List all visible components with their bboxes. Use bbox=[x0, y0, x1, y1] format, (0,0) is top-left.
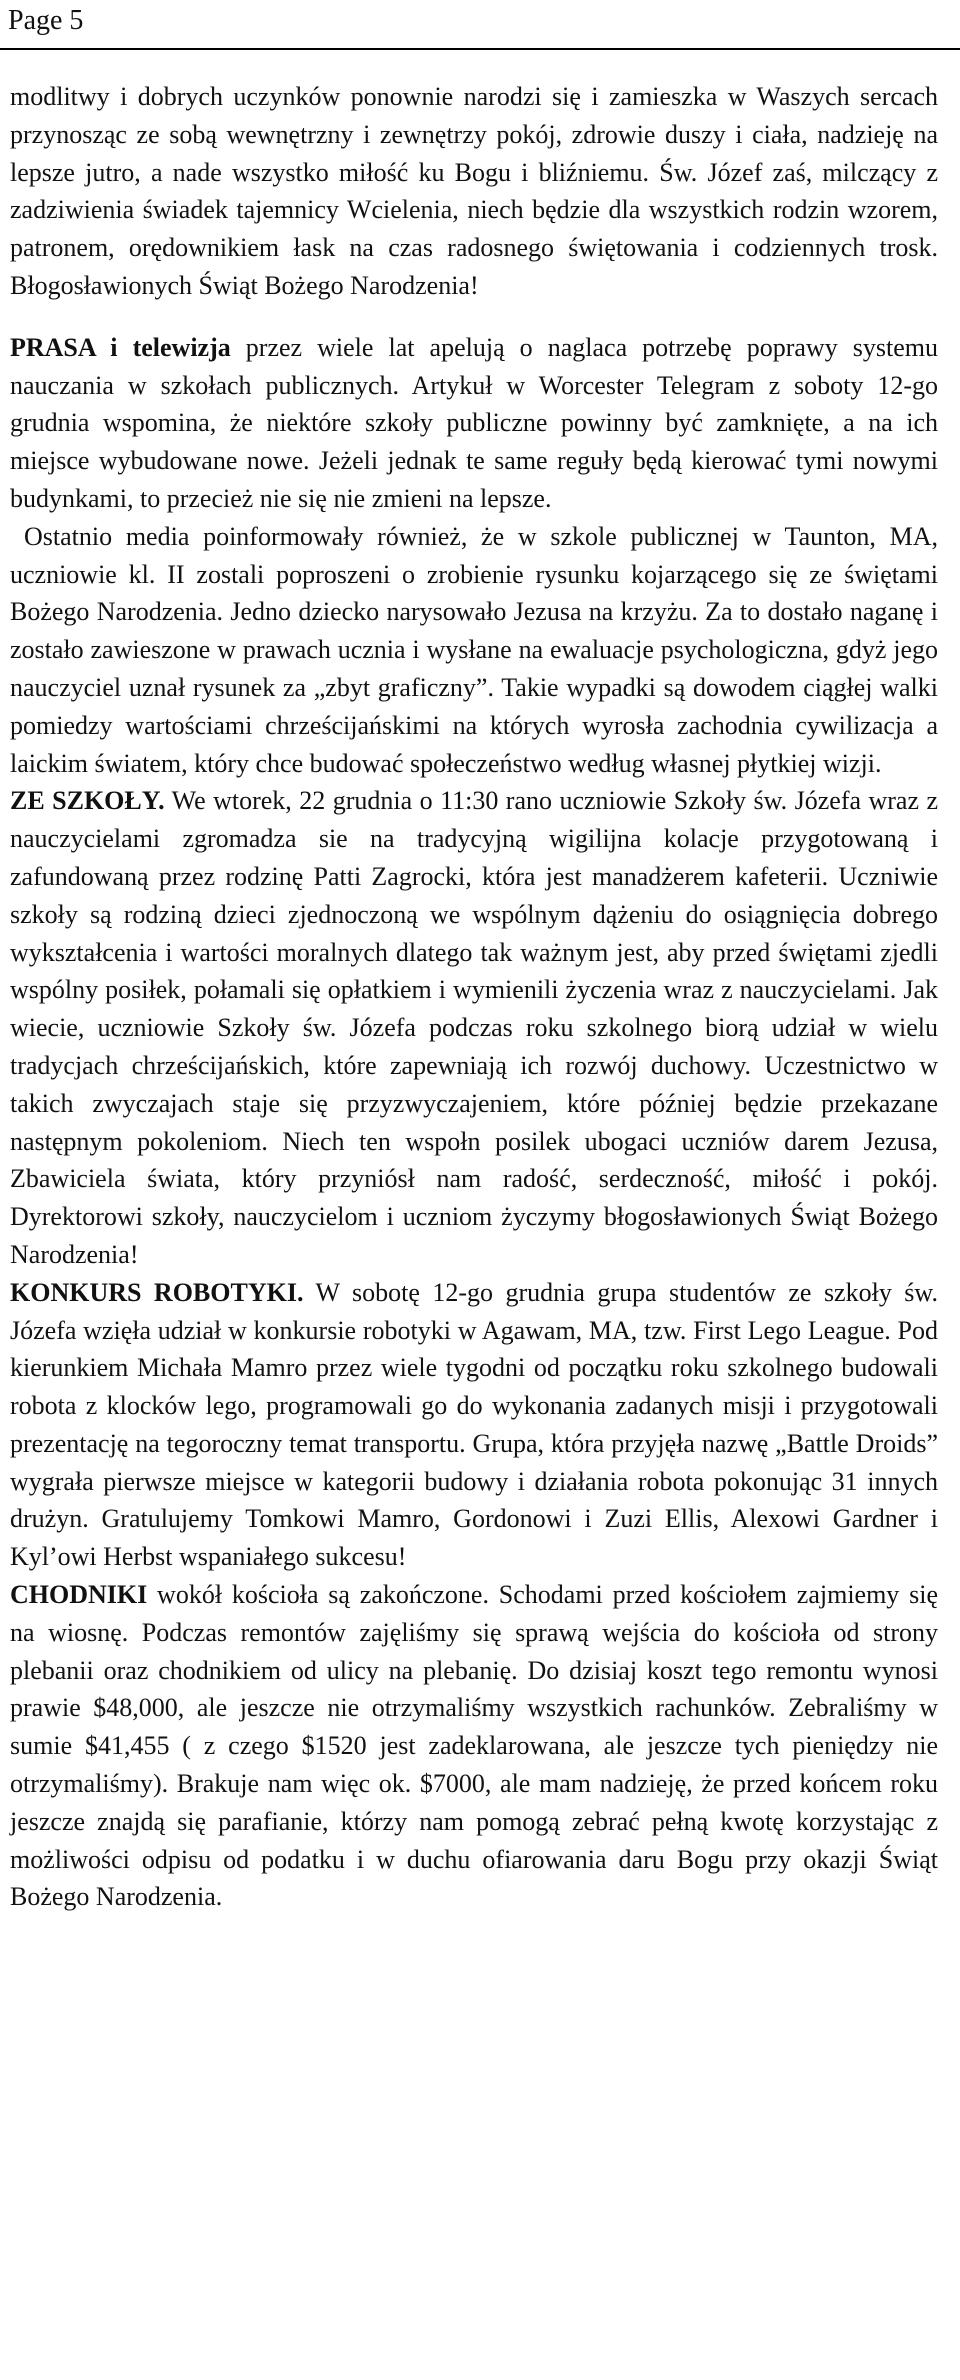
paragraph-konkurs-robotyki bbox=[10, 1274, 938, 1576]
paragraph-lead: CHODNIKI bbox=[10, 1580, 148, 1610]
page-header bbox=[0, 0, 960, 50]
paragraph-lead: ZE SZKOŁY. bbox=[10, 786, 165, 816]
paragraph-text: modlitwy i dobrych uczynków ponownie narodzi się i zamieszka w Waszych sercach przynosząc ze sobą wewnętrzny i zewnętrzy pokój, zdrowie duszy i ciała, nadzieję na lepsze jutro, a nade wszystko miłość ku Bogu i bliźniemu. Św. Józef zaś, milczący z zadziwienia świadek tajemnicy Wcielenia, niech będzie dla wszystkich rodzin wzorem, patronem, orędownikiem łask na czas radosnego świętowania i codziennych trosk. Błogosławionych Świąt Bożego Narodzenia! bbox=[10, 82, 938, 300]
paragraph-text: W sobotę 12-go grudnia grupa studentów ze szkoły św. Józefa wzięła udział w konkursie robotyki w Agawam, MA, tzw. First Lego League. Pod kierunkiem Michała Mamro przez wiele tygodni od początku roku szkolnego budowali robota z klocków lego, programowali go do wykonania zadanych misji i przygotowali prezentację na tegoroczny temat transportu. Grupa, która przyjęła nazwę „Battle Droids” wygrała pierwsze miejsce w kategorii budowy i działania robota pokonując 31 innych drużyn. Gratulujemy Tomkowi Mamro, Gordonowi i Zuzi Ellis, Alexowi Gardner i Kyl’owi Herbst wspaniałego sukcesu! bbox=[10, 1277, 938, 1572]
paragraph-ze-szkoly bbox=[10, 782, 938, 1273]
paragraph-text: przez wiele lat apelują o naglaca potrzebę poprawy systemu nauczania w szkołach publicznych. Artykuł w Worcester Telegram z soboty 12-go grudnia wspomina, że niektóre szkoły publiczne powinny być zamknięte, a na ich miejsce wybudowane nowe. Jeżeli jednak te same reguły będą kierować tymi nowymi budynkami, to przecież nie się nie zmieni na lepsze. bbox=[10, 332, 938, 513]
paragraph-text: Ostatnio media poinformowały również, że w szkole publicznej w Taunton, MA, uczniowie kl. II zostali poproszeni o zrobienie rysunku kojarzącego się ze świętami Bożego Narodzenia. Jedno dziecko narysowało Jezusa na krzyżu. Za to dostało naganę i zostało zawieszone w prawach ucznia i wysłane na ewaluacje psychologiczna, gdyż jego nauczyciel uznał rysunek za „zbyt graficzny”. Takie wypadki są dowodem ciągłej walki pomiedzy wartościami chrześcijańskimi na których wyrosła zachodnia cywilizacja a laickim światem, który chce budować społeczeństwo według własnej płytkiej wizji. bbox=[10, 521, 938, 778]
paragraph-media bbox=[10, 518, 938, 783]
article-body bbox=[10, 78, 938, 1916]
paragraph-prasa bbox=[10, 329, 938, 518]
paragraph-chodniki bbox=[10, 1576, 938, 1916]
paragraph-text: We wtorek, 22 grudnia o 11:30 rano uczniowie Szkoły św. Józefa wraz z nauczycielami zgromadza sie na tradycyjną wigilijna kolacje przygotowaną i zafundowaną przez rodzinę Patti Zagrocki, która jest manadżerem kafeterii. Uczniwie szkoły są rodziną dzieci zjednoczoną we wspólnym dążeniu do osiągnięcia dobrego wykształcenia i wartości moralnych dlatego tak ważnym jest, aby przed świętami zjedli wspólny posiłek, połamali się opłatkiem i wymienili życzenia wraz z nauczycielami. Jak wiecie, uczniowie Szkoły św. Józefa podczas roku szkolnego biorą udział w wielu tradycjach chrześcijańskich, które zapewniają ich rozwój duchowy. Uczestnictwo w takich zwyczajach staje się przyzwyczajeniem, które później będzie przekazane następnym pokoleniom. Niech ten wspołn posilek ubogaci uczniów darem Jezusa, Zbawiciela świata, który przyniósł nam radość, serdeczność, miłość i pokój. Dyrektorowi szkoły, nauczycielom i uczniom życzymy błogosławionych Świąt Bożego Narodzenia! bbox=[10, 786, 938, 1269]
paragraph-lead: KONKURS ROBOTYKI. bbox=[10, 1277, 304, 1307]
paragraph-closing-blessing bbox=[10, 78, 938, 305]
paragraph-lead: PRASA i telewizja bbox=[10, 332, 231, 362]
paragraph-text: wokół kościoła są zakończone. Schodami przed kościołem zajmiemy się na wiosnę. Podczas remontów zajęliśmy się sprawą wejścia do kościoła od strony plebanii oraz chodnikiem od ulicy na plebanię. Do dzisiaj koszt tego remontu wynosi prawie $48,000, ale jeszcze nie otrzymaliśmy wszystkich rachunków. Zebraliśmy w sumie $41,455 ( z czego $1520 jest zadeklarowana, ale jeszcze tych pieniędzy nie otrzymaliśmy). Brakuje nam więc ok. $7000, ale mam nadzieję, że przed końcem roku jeszcze znajdą się parafianie, którzy nam pomogą zebrać pełną kwotę korzystając z możliwości odpisu od podatku i w duchu ofiarowania daru Bogu przy okazji Świąt Bożego Narodzenia. bbox=[10, 1580, 938, 1912]
page-number: Page 5 bbox=[8, 5, 84, 36]
